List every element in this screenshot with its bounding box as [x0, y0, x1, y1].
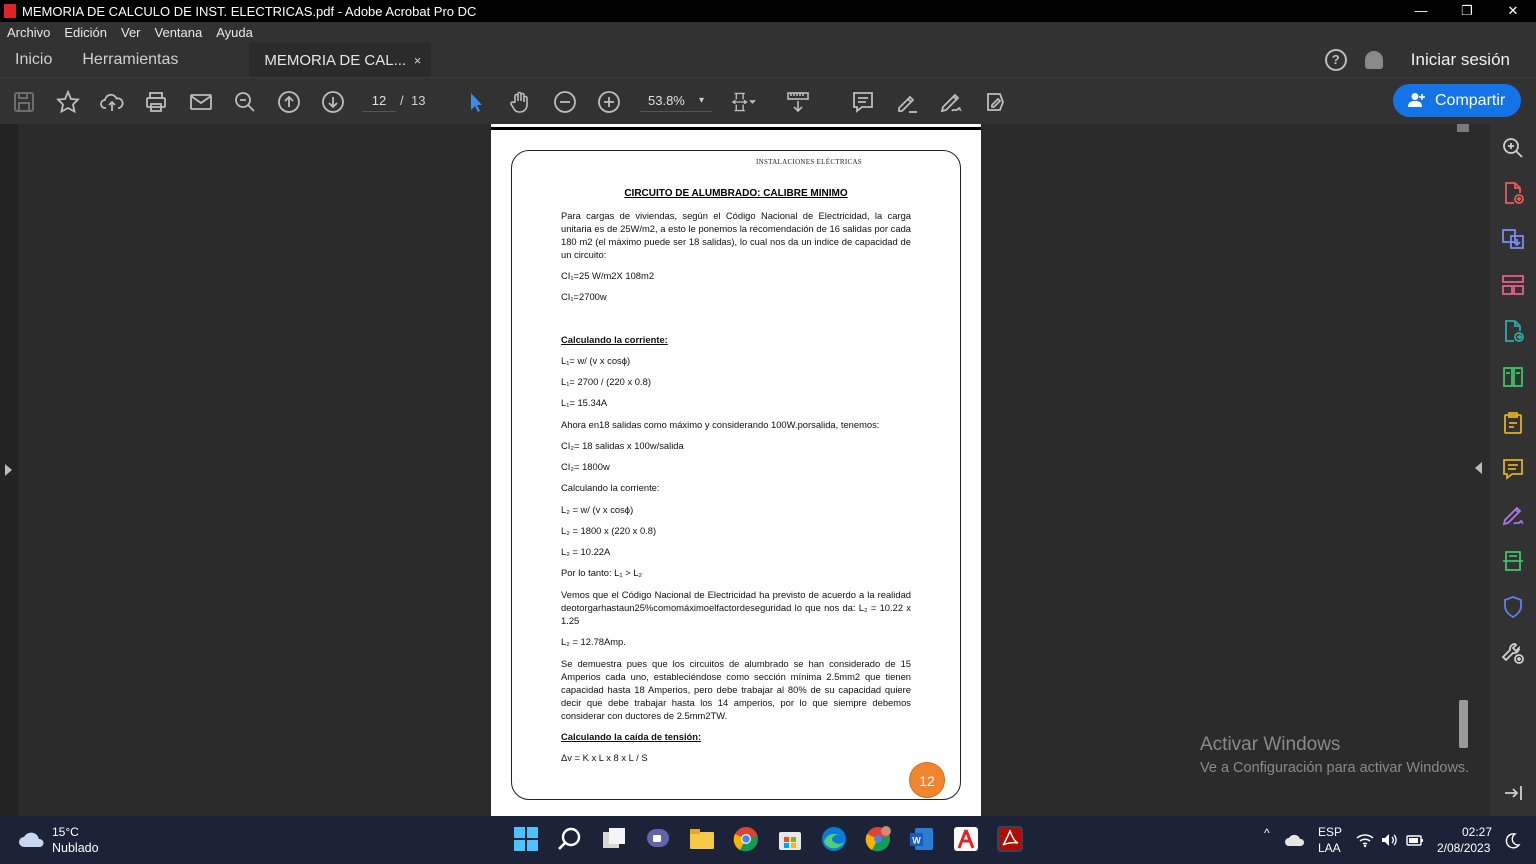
paragraph-intro: Para cargas de viviendas, según el Código Nacional de Electricidad, la carga unitaria es de 25W/m2, a esto le ponemos la recomendación de 16 salidas por cada 180 m2 (el máximo puede ser 18 salidas), lo cual nos da un indice de capacidad de un circuito:	[561, 210, 911, 260]
scan-ocr-icon[interactable]	[1501, 549, 1525, 573]
text-l1-substitution: L₁= 2700 / (220 x 0.8)	[561, 376, 651, 387]
save-icon[interactable]	[12, 90, 36, 114]
previous-page-icon[interactable]	[277, 90, 301, 114]
notification-moon-icon[interactable]	[1503, 832, 1521, 850]
menu-ver[interactable]: Ver	[121, 25, 141, 40]
clock-time[interactable]: 02:27	[1462, 825, 1493, 839]
collapse-right-panel-icon[interactable]	[1475, 462, 1482, 474]
scrollbar-top-marker	[1457, 124, 1469, 132]
teams-chat-icon[interactable]	[645, 826, 671, 852]
search-icon[interactable]	[557, 826, 583, 852]
text-ci2-result: CI₂= 1800w	[561, 461, 610, 472]
svg-text:W: W	[912, 835, 921, 846]
text-l2-formula: L₂ = w/ (v x cosϕ)	[561, 504, 634, 515]
text-calculando-corriente-2: Calculando la corriente:	[561, 482, 660, 493]
left-panel-toggle[interactable]	[0, 124, 18, 816]
sign-pen-icon[interactable]	[939, 90, 963, 114]
acrobat-reader-icon[interactable]	[953, 826, 979, 852]
comment-icon[interactable]	[851, 90, 875, 114]
paragraph-factor-seguridad: Vemos que el Código Nacional de Electricidad ha previsto de acuerdo a la realidad deotorgarhastaun25%comomáximoelfactordeseguridad lo que nos da: L₂ = 10.22 x 1.25	[561, 589, 911, 626]
add-person-icon	[1408, 92, 1426, 108]
text-l1-formula: L₁= w/ (v x cosϕ)	[561, 355, 631, 366]
tab-close-icon[interactable]: ×	[413, 52, 422, 68]
restore-button[interactable]: ❐	[1461, 3, 1473, 18]
page-separator: /	[400, 93, 404, 108]
tray-overflow-chevron-icon[interactable]: ^	[1264, 826, 1270, 840]
heading-calculando-corriente: Calculando la corriente:	[561, 334, 668, 345]
zoom-level-select[interactable]	[640, 90, 712, 112]
chrome-icon[interactable]	[733, 826, 759, 852]
wifi-icon[interactable]	[1356, 832, 1374, 848]
scrollbar-thumb[interactable]	[1459, 700, 1468, 748]
acrobat-app-icon	[4, 4, 16, 18]
tabbar-right	[1325, 43, 1536, 77]
vertical-scrollbar[interactable]	[1454, 124, 1472, 816]
onedrive-cloud-icon[interactable]	[1285, 832, 1305, 848]
notifications-bell-icon[interactable]	[1365, 51, 1383, 69]
bookmark-star-icon[interactable]	[56, 90, 80, 114]
page-total: 13	[411, 93, 426, 108]
text-por-lo-tanto: Por lo tanto: L₁ > L₂	[561, 567, 643, 578]
tab-document[interactable]	[249, 43, 431, 77]
acrobat-pro-active-icon[interactable]	[997, 826, 1023, 852]
signin-link[interactable]: Iniciar sesión	[1410, 50, 1510, 69]
zoom-level-value: 53.8%	[648, 93, 685, 108]
keyboard-language[interactable]: ESP	[1318, 825, 1343, 839]
main-toolbar	[0, 77, 1536, 124]
combine-files-icon[interactable]	[1501, 227, 1525, 251]
taskbar	[0, 816, 1536, 864]
collapse-tools-panel-icon[interactable]	[1501, 781, 1525, 805]
menu-ayuda[interactable]: Ayuda	[216, 25, 253, 40]
cloud-weather-icon[interactable]	[18, 830, 46, 848]
pdf-page	[491, 124, 981, 816]
chrome-profile-icon[interactable]	[865, 826, 891, 852]
share-label: Compartir	[1435, 92, 1506, 109]
page-header: INSTALACIONES ELÉCTRICAS	[756, 158, 862, 166]
expand-right-icon	[5, 464, 12, 476]
tab-document-label: MEMORIA DE CAL...	[264, 51, 407, 69]
email-icon[interactable]	[189, 90, 213, 114]
paragraph-18-salidas: Ahora en18 salidas como máximo y considerando 100W.porsalida, tenemos:	[561, 419, 880, 430]
volume-icon[interactable]	[1380, 832, 1398, 848]
help-icon[interactable]: ?	[1325, 49, 1347, 71]
heading-caida-tension: Calculando la caída de tensión:	[561, 731, 702, 742]
zoom-out-icon[interactable]	[553, 90, 577, 114]
menu-ventana[interactable]: Ventana	[154, 25, 203, 40]
text-caida-formula: Δv = K x L x 8 x L / S	[561, 752, 648, 763]
minimize-button[interactable]: —	[1414, 3, 1428, 18]
activation-watermark-subtitle: Ve a Configuración para activar Windows.	[1200, 760, 1470, 776]
scroll-mode-icon[interactable]	[786, 90, 810, 114]
windows-start-icon[interactable]	[513, 826, 539, 852]
menu-archivo[interactable]: Archivo	[7, 25, 51, 40]
organize-pages-icon[interactable]	[1501, 273, 1525, 297]
zoom-search-icon[interactable]	[1501, 136, 1525, 160]
right-tools-panel	[1490, 124, 1536, 816]
tab-home[interactable]: Inicio	[15, 51, 53, 68]
keyboard-layout[interactable]: LAA	[1318, 841, 1341, 855]
text-ci2-formula: CI₂= 18 salidas x 100w/salida	[561, 440, 684, 451]
tab-bar	[0, 43, 1536, 77]
export-pdf-icon[interactable]	[1501, 319, 1525, 343]
word-icon[interactable]	[909, 826, 935, 852]
page-number-input[interactable]: 12	[362, 90, 396, 112]
search-zoom-icon[interactable]	[233, 90, 257, 114]
title-bar	[0, 0, 1536, 22]
compare-files-icon[interactable]	[1501, 365, 1525, 389]
window-controls	[1398, 0, 1536, 22]
upload-cloud-icon[interactable]	[100, 90, 124, 114]
task-view-icon[interactable]	[601, 826, 627, 852]
page-title: CIRCUITO DE ALUMBRADO: CALIBRE MINIMO	[624, 188, 848, 199]
tab-tools[interactable]: Herramientas	[82, 51, 179, 68]
share-button[interactable]	[1393, 84, 1521, 117]
zoom-in-icon[interactable]	[597, 90, 621, 114]
battery-icon[interactable]	[1405, 832, 1425, 848]
text-l1-result: L₁= 15.34A	[561, 397, 608, 408]
select-cursor-icon[interactable]	[464, 90, 488, 114]
text-l2-final: L₂ = 12.78Amp.	[561, 636, 626, 647]
print-icon[interactable]	[144, 90, 168, 114]
highlight-pen-icon[interactable]	[895, 90, 919, 114]
protect-shield-icon[interactable]	[1501, 595, 1525, 619]
menu-bar	[0, 22, 1536, 43]
file-explorer-icon[interactable]	[689, 826, 715, 852]
text-l2-substitution: L₂ = 1800 x (220 x 0.8)	[561, 525, 657, 536]
fill-sign-clipboard-icon[interactable]	[1501, 411, 1525, 435]
create-pdf-icon[interactable]	[1501, 181, 1525, 205]
activation-watermark-title: Activar Windows	[1200, 734, 1341, 755]
text-l2-result: L₂ = 10.22A	[561, 546, 611, 557]
chevron-down-icon: ▾	[698, 95, 704, 106]
weather-temperature[interactable]: 15°C	[52, 825, 79, 839]
page-number-badge: 12	[909, 762, 945, 798]
close-window-button[interactable]: ✕	[1507, 3, 1519, 18]
more-tools-wrench-icon[interactable]	[1501, 641, 1525, 665]
weather-condition[interactable]: Nublado	[52, 841, 99, 855]
next-page-icon[interactable]	[321, 90, 345, 114]
text-ci1-formula: CI₁=25 W/m2X 108m2	[561, 270, 655, 281]
menu-edicion[interactable]: Edición	[64, 25, 107, 40]
hand-tool-icon[interactable]	[508, 90, 532, 114]
fill-and-sign-icon[interactable]	[1501, 503, 1525, 527]
window-title: MEMORIA DE CALCULO DE INST. ELECTRICAS.pdf - Adobe Acrobat Pro DC	[22, 3, 477, 19]
text-ci1-result: CI₁=2700w	[561, 291, 607, 302]
page-fit-icon[interactable]	[732, 90, 756, 114]
clock-date[interactable]: 2/08/2023	[1437, 841, 1491, 855]
edge-icon[interactable]	[821, 826, 847, 852]
microsoft-store-icon[interactable]	[777, 826, 803, 852]
comment-panel-icon[interactable]	[1501, 457, 1525, 481]
more-tools-icon[interactable]	[983, 90, 1007, 114]
page-top-border	[491, 127, 981, 130]
paragraph-conclusion: Se demuestra pues que los circuitos de alumbrado se han considerado de 15 Amperios cada uno, estableciéndose como sección mínima 2.5mm2 que tienen capacidad hasta 18 Amperios, pero debe trabajar al 80% de su capacidad quiere decir que debe trabajar hasta los 14 amperios, por lo que siempre debemos considerar con ductores de 2.5mm2TW.	[561, 658, 911, 721]
